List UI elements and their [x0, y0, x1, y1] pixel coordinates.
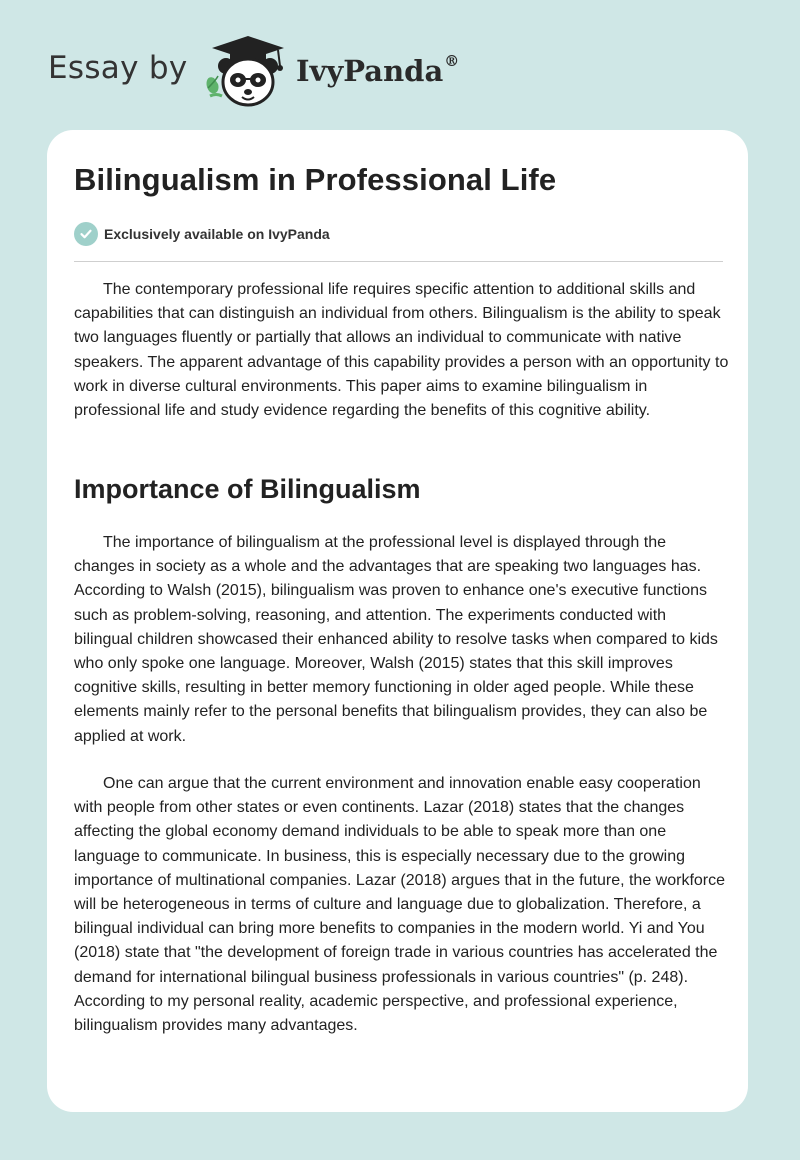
brand-name[interactable]	[296, 54, 459, 88]
site-header	[0, 0, 800, 130]
intro-paragraph: The contemporary professional life requires specific attention to additional skills and capabilities that can distinguish an individual from others. Bilingualism is the ability to speak two languages fluently or partially that allows an individual to communicate with native speakers. The apparent advantage of this capability provides a person with an opportunity to work in diverse cultural environments. This paper aims to examine bilingualism in professional life and study evidence regarding the benefits of this cognitive ability.	[74, 281, 729, 420]
brand-name-text: IvyPanda	[296, 54, 444, 88]
section-paragraph-2: One can argue that the current environment and innovation enable easy cooperation with people from other states or even continents. Lazar (2018) states that the changes affecting the global economy demand individuals to be able to speak more than one language to communicate. In business, this is especially necessary due to the growing importance of multinational companies. Lazar (2018) argues that in the future, the workforce will be heterogeneous in terms of culture and language due to globalization. Therefore, a bilingual individual can bring more benefits to companies in the modern world. Yi and You (2018) state that "the development of foreign trade in various countries has accelerated the demand for international bilingual business professionals in various countries" (p. 248). According to my personal reality, academic perspective, and professional experience, bilingualism provides many advantages.	[74, 775, 726, 1035]
essay-by-label: Essay by	[48, 50, 188, 86]
badge-text: Exclusively available on IvyPanda	[104, 226, 330, 242]
section-heading: Importance of Bilingualism	[74, 474, 421, 504]
divider	[74, 261, 723, 262]
page-title: Bilingualism in Professional Life	[74, 162, 557, 197]
essay-card	[47, 130, 748, 1112]
exclusive-badge	[74, 222, 330, 246]
section-paragraph-1: The importance of bilingualism at the professional level is displayed through the changes in society as a whole and the advantages that are speaking two languages has. According to Walsh (2015), bilingualism was proven to enhance one's executive functions such as problem-solving, reasoning, and attention. The experiments conducted with bilingual children showcased their enhanced ability to resolve tasks when compared to kids who only spoke one language. Moreover, Walsh (2015) states that this skill improves cognitive skills, resulting in better memory functioning in older aged people. While these elements mainly refer to the personal benefits that bilingualism provides, they can also be applied at work.	[74, 534, 718, 745]
panda-graduate-logo-icon[interactable]	[200, 34, 292, 110]
registered-mark: ®	[444, 52, 460, 70]
check-circle-icon	[74, 222, 98, 246]
